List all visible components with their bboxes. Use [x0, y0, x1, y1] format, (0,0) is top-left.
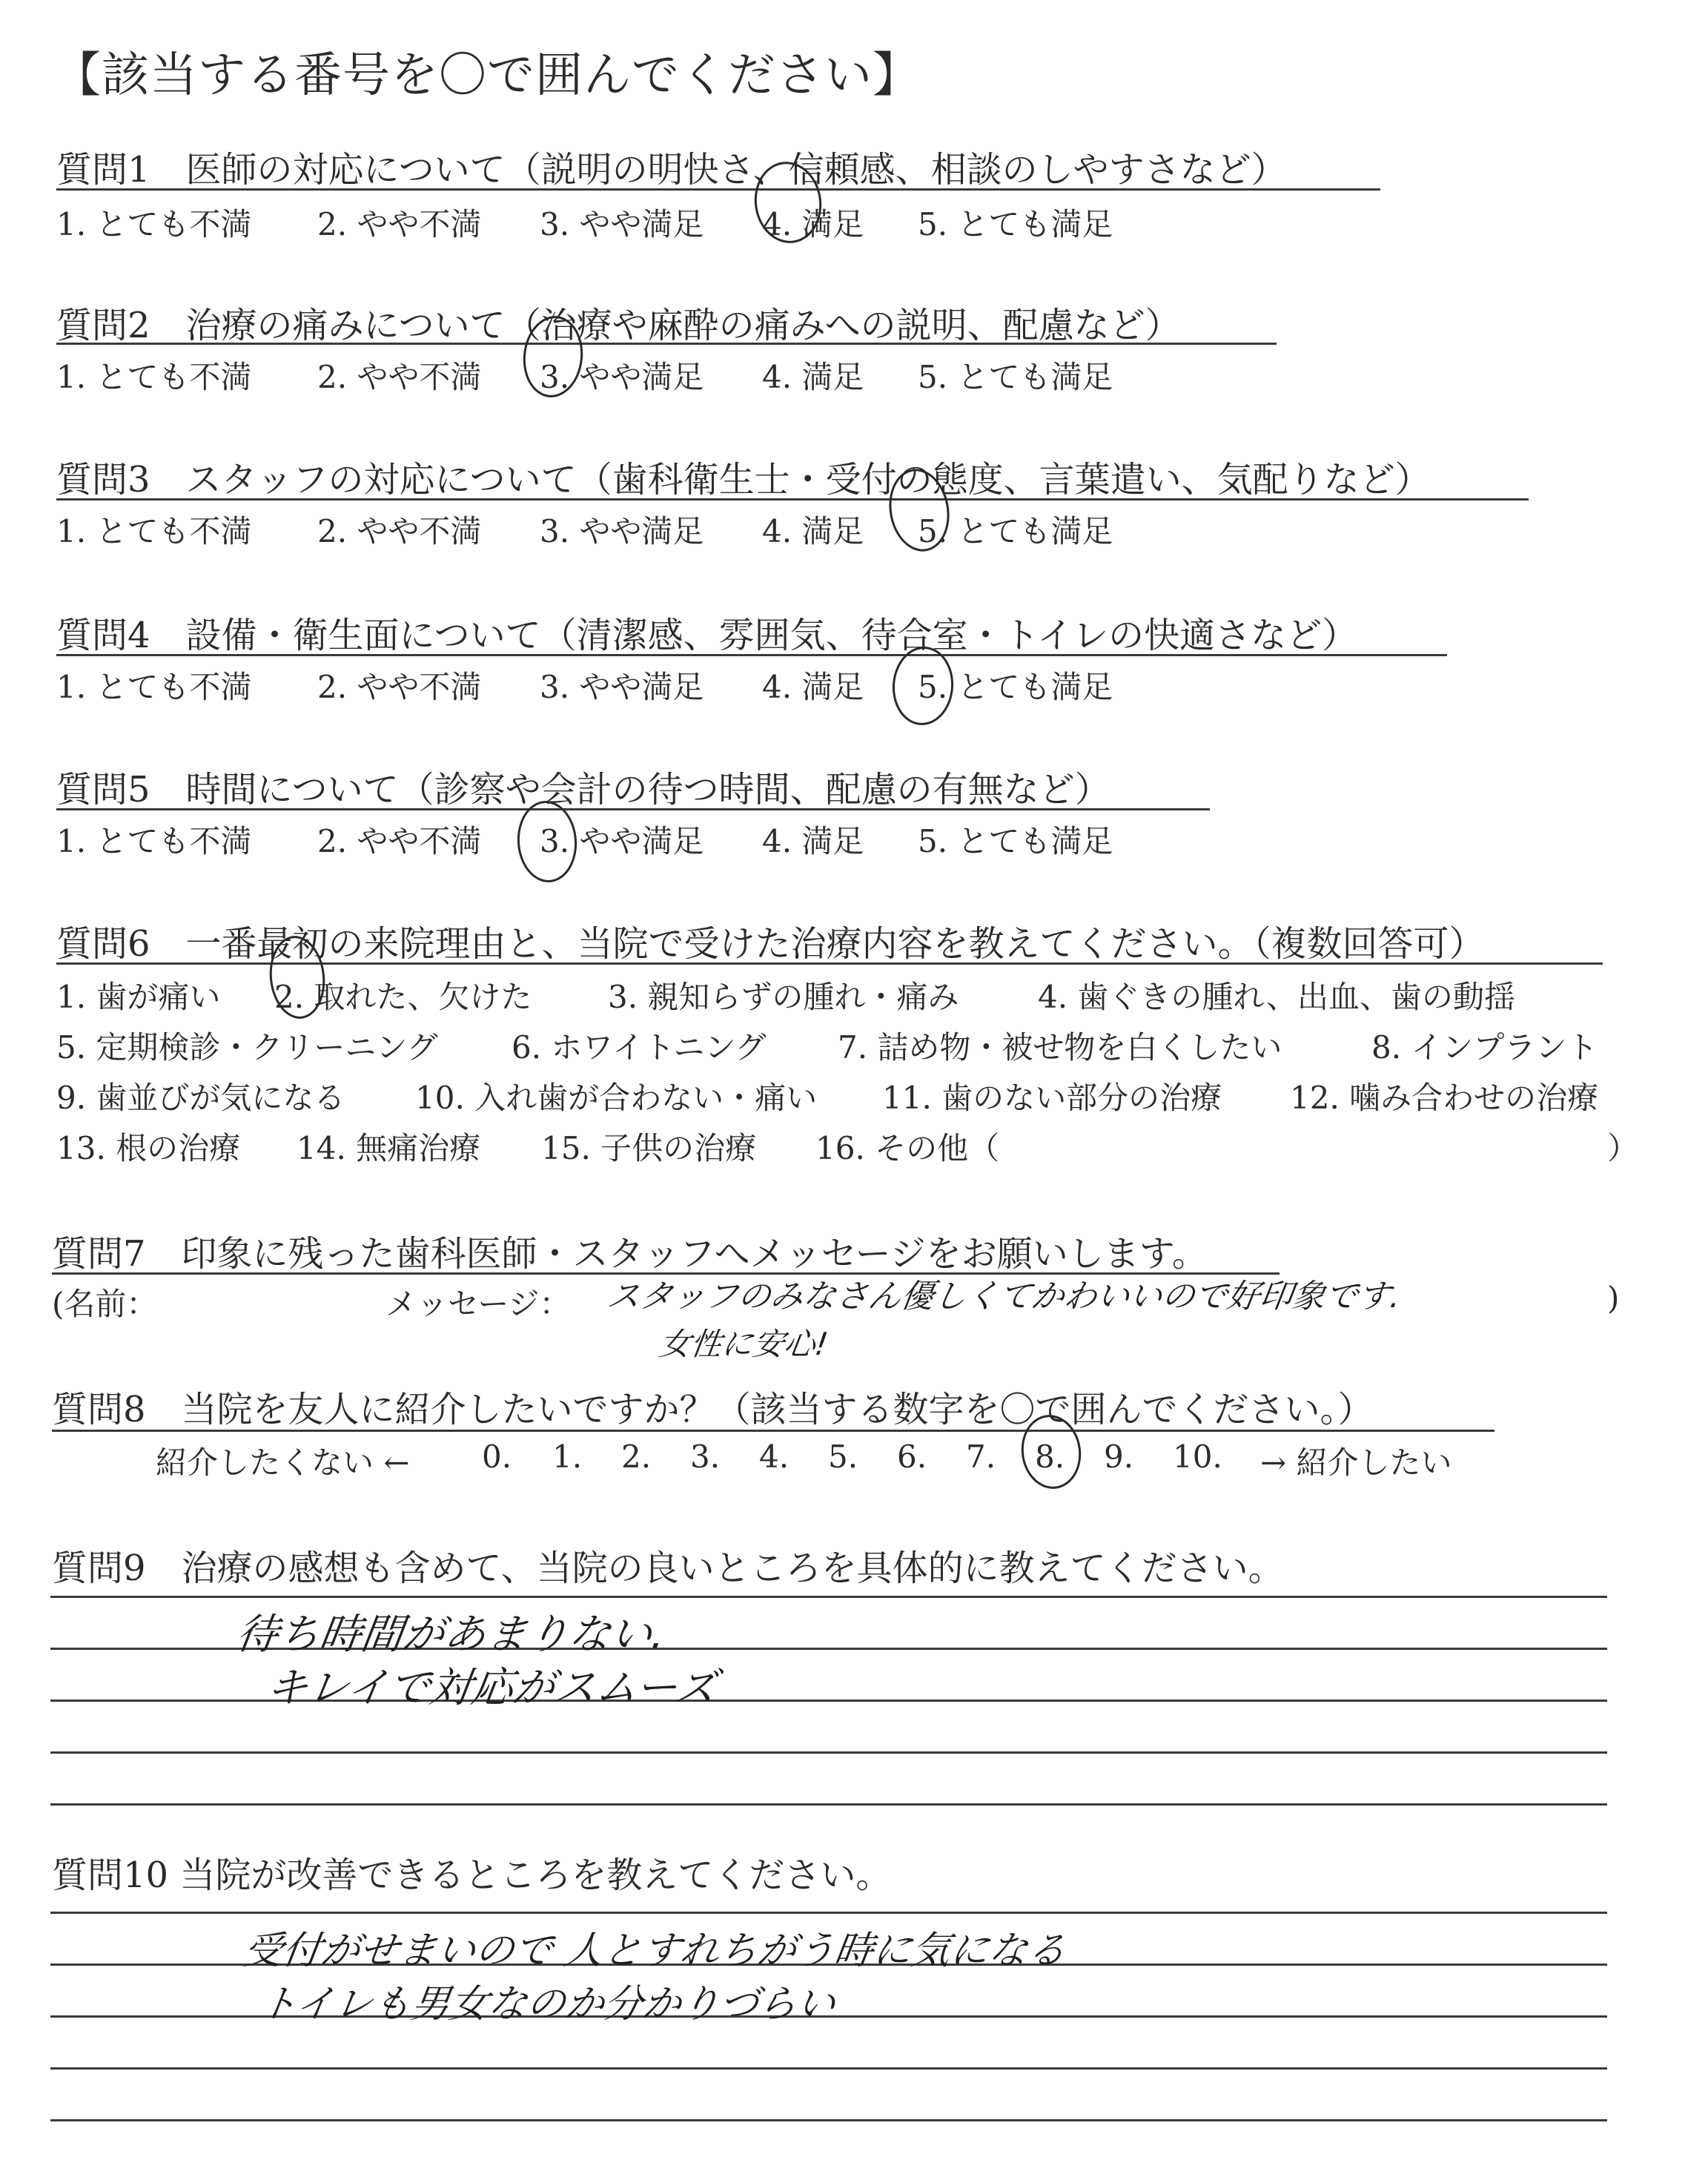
q9-rule-1 — [50, 1596, 1607, 1598]
q9-rule-5 — [50, 1803, 1607, 1806]
q1-option-1[interactable]: 1. とても不満 — [56, 206, 252, 242]
q1-option-4[interactable]: 4. 満足 — [762, 206, 864, 242]
q8-option-4[interactable]: 4. — [759, 1439, 790, 1475]
q6-option-8[interactable]: 8. インプラント — [1371, 1029, 1598, 1066]
q8-option-8[interactable]: 8. — [1035, 1439, 1065, 1475]
q8-right-label: → 紹介したい — [1260, 1444, 1452, 1481]
q4-option-4[interactable]: 4. 満足 — [762, 669, 864, 705]
q8-option-3[interactable]: 3. — [690, 1439, 721, 1475]
question-5-underline — [56, 808, 1210, 810]
question-3-underline — [56, 498, 1529, 501]
question-2-underline — [56, 343, 1277, 345]
q1-option-5[interactable]: 5. とても満足 — [918, 206, 1113, 242]
q7-message-label: メッセージ： — [385, 1286, 571, 1322]
question-3-heading: 質問3 スタッフの対応について（歯科衛生士・受付の態度、言葉遣い、気配りなど） — [56, 459, 1431, 501]
q6-option-11[interactable]: 11. 歯のない部分の治療 — [882, 1080, 1222, 1116]
q4-option-3[interactable]: 3. やや満足 — [540, 669, 704, 705]
q8-option-9[interactable]: 9. — [1104, 1439, 1134, 1475]
q6-option-7[interactable]: 7. 詰め物・被せ物を白くしたい — [838, 1029, 1282, 1066]
q2-option-4[interactable]: 4. 満足 — [762, 359, 864, 395]
q6-other-close-paren: ） — [1607, 1130, 1639, 1166]
q6-option-9[interactable]: 9. 歯並びが気になる — [56, 1080, 345, 1116]
q8-option-6[interactable]: 6. — [897, 1439, 927, 1475]
q8-option-5[interactable]: 5. — [828, 1439, 858, 1475]
q9-handwritten-line2: キレイで対応がスムーズ — [262, 1664, 720, 1712]
q6-option-12[interactable]: 12. 噛み合わせの治療 — [1290, 1080, 1599, 1116]
q5-option-3[interactable]: 3. やや満足 — [540, 823, 704, 859]
q6-option-3[interactable]: 3. 親知らずの腫れ・痛み — [608, 979, 959, 1015]
question-4-heading: 質問4 設備・衛生面について（清潔感、雰囲気、待合室・トイレの快適さなど） — [56, 615, 1358, 656]
q4-option-1[interactable]: 1. とても不満 — [56, 669, 252, 705]
q7-name-label: (名前： — [52, 1286, 158, 1322]
q5-option-5[interactable]: 5. とても満足 — [918, 823, 1113, 859]
q3-option-3[interactable]: 3. やや満足 — [540, 513, 704, 549]
q6-option-15[interactable]: 15. 子供の治療 — [541, 1130, 757, 1166]
q6-option-5[interactable]: 5. 定期検診・クリーニング — [56, 1029, 438, 1066]
q8-option-10[interactable]: 10. — [1173, 1439, 1222, 1475]
q3-option-4[interactable]: 4. 満足 — [762, 513, 864, 549]
q5-option-4[interactable]: 4. 満足 — [762, 823, 864, 859]
q10-handwritten-line2: トイレも男女なのか分かりづらい — [256, 1982, 838, 2027]
q6-option-2[interactable]: 2. 取れた、欠けた — [274, 979, 532, 1015]
q5-option-1[interactable]: 1. とても不満 — [56, 823, 252, 859]
q6-option-16[interactable]: 16. その他（ — [815, 1130, 1000, 1166]
q8-option-7[interactable]: 7. — [966, 1439, 996, 1475]
q4-option-5[interactable]: 5. とても満足 — [918, 669, 1113, 705]
q8-option-0[interactable]: 0. — [482, 1439, 512, 1475]
question-9-heading: 質問9 治療の感想も含めて、当院の良いところを具体的に教えてください。 — [52, 1548, 1284, 1589]
q6-option-4[interactable]: 4. 歯ぐきの腫れ、出血、歯の動揺 — [1038, 979, 1515, 1015]
q10-rule-4 — [50, 2067, 1607, 2070]
q6-option-1[interactable]: 1. 歯が痛い — [56, 979, 221, 1015]
question-8-underline — [52, 1430, 1494, 1432]
q5-option-2[interactable]: 2. やや不満 — [317, 823, 482, 859]
q7-handwritten-message-line2: 女性に安心! — [657, 1326, 830, 1362]
question-1-heading: 質問1 医師の対応について（説明の明快さ、信頼感、相談のしやすさなど） — [56, 149, 1287, 191]
question-10-heading: 質問10 当院が改善できるところを教えてください。 — [52, 1855, 892, 1896]
q6-option-6[interactable]: 6. ホワイトニング — [512, 1029, 767, 1066]
q8-left-label: 紹介したくない ← — [156, 1444, 410, 1481]
q1-option-3[interactable]: 3. やや満足 — [540, 206, 704, 242]
q8-option-1[interactable]: 1. — [552, 1439, 583, 1475]
q6-option-14[interactable]: 14. 無痛治療 — [297, 1130, 481, 1166]
q3-option-1[interactable]: 1. とても不満 — [56, 513, 252, 549]
q3-option-2[interactable]: 2. やや不満 — [317, 513, 482, 549]
question-4-underline — [56, 654, 1447, 656]
q10-rule-5 — [50, 2119, 1607, 2121]
q10-rule-1 — [50, 1912, 1607, 1914]
q7-handwritten-message-line1: スタッフのみなさん優しくてかわいいので好印象です. — [604, 1278, 1403, 1315]
question-7-heading: 質問7 印象に残った歯科医師・スタッフへメッセージをお願いします。 — [52, 1233, 1208, 1275]
question-6-heading: 質問6 一番最初の来院理由と、当院で受けた治療内容を教えてください。（複数回答可） — [56, 923, 1485, 965]
q2-option-5[interactable]: 5. とても満足 — [918, 359, 1113, 395]
question-1-underline — [56, 188, 1380, 191]
q3-option-5[interactable]: 5. とても満足 — [918, 513, 1113, 549]
q4-option-2[interactable]: 2. やや不満 — [317, 669, 482, 705]
q6-option-13[interactable]: 13. 根の治療 — [56, 1130, 241, 1166]
question-5-heading: 質問5 時間について（診察や会計の待つ時間、配慮の有無など） — [56, 769, 1110, 810]
q2-option-1[interactable]: 1. とても不満 — [56, 359, 252, 395]
question-2-heading: 質問2 治療の痛みについて（治療や麻酔の痛みへの説明、配慮など） — [56, 305, 1181, 346]
q9-rule-4 — [50, 1751, 1607, 1754]
q6-option-10[interactable]: 10. 入れ歯が合わない・痛い — [415, 1080, 818, 1116]
form-title: 【該当する番号を〇で囲んでください】 — [53, 48, 921, 103]
question-8-heading: 質問8 当院を友人に紹介したいですか？（該当する数字を〇で囲んでください。） — [52, 1389, 1374, 1430]
q2-option-2[interactable]: 2. やや不満 — [317, 359, 482, 395]
q7-close-paren: ) — [1607, 1280, 1620, 1316]
q9-handwritten-line1: 待ち時間があまりない. — [233, 1611, 669, 1659]
q2-option-3[interactable]: 3. やや満足 — [540, 359, 704, 395]
q1-option-2[interactable]: 2. やや不満 — [317, 206, 482, 242]
q10-handwritten-line1: 受付がせまいので 人とすれちがう時に気になる — [241, 1929, 1069, 1973]
q8-option-2[interactable]: 2. — [621, 1439, 652, 1475]
